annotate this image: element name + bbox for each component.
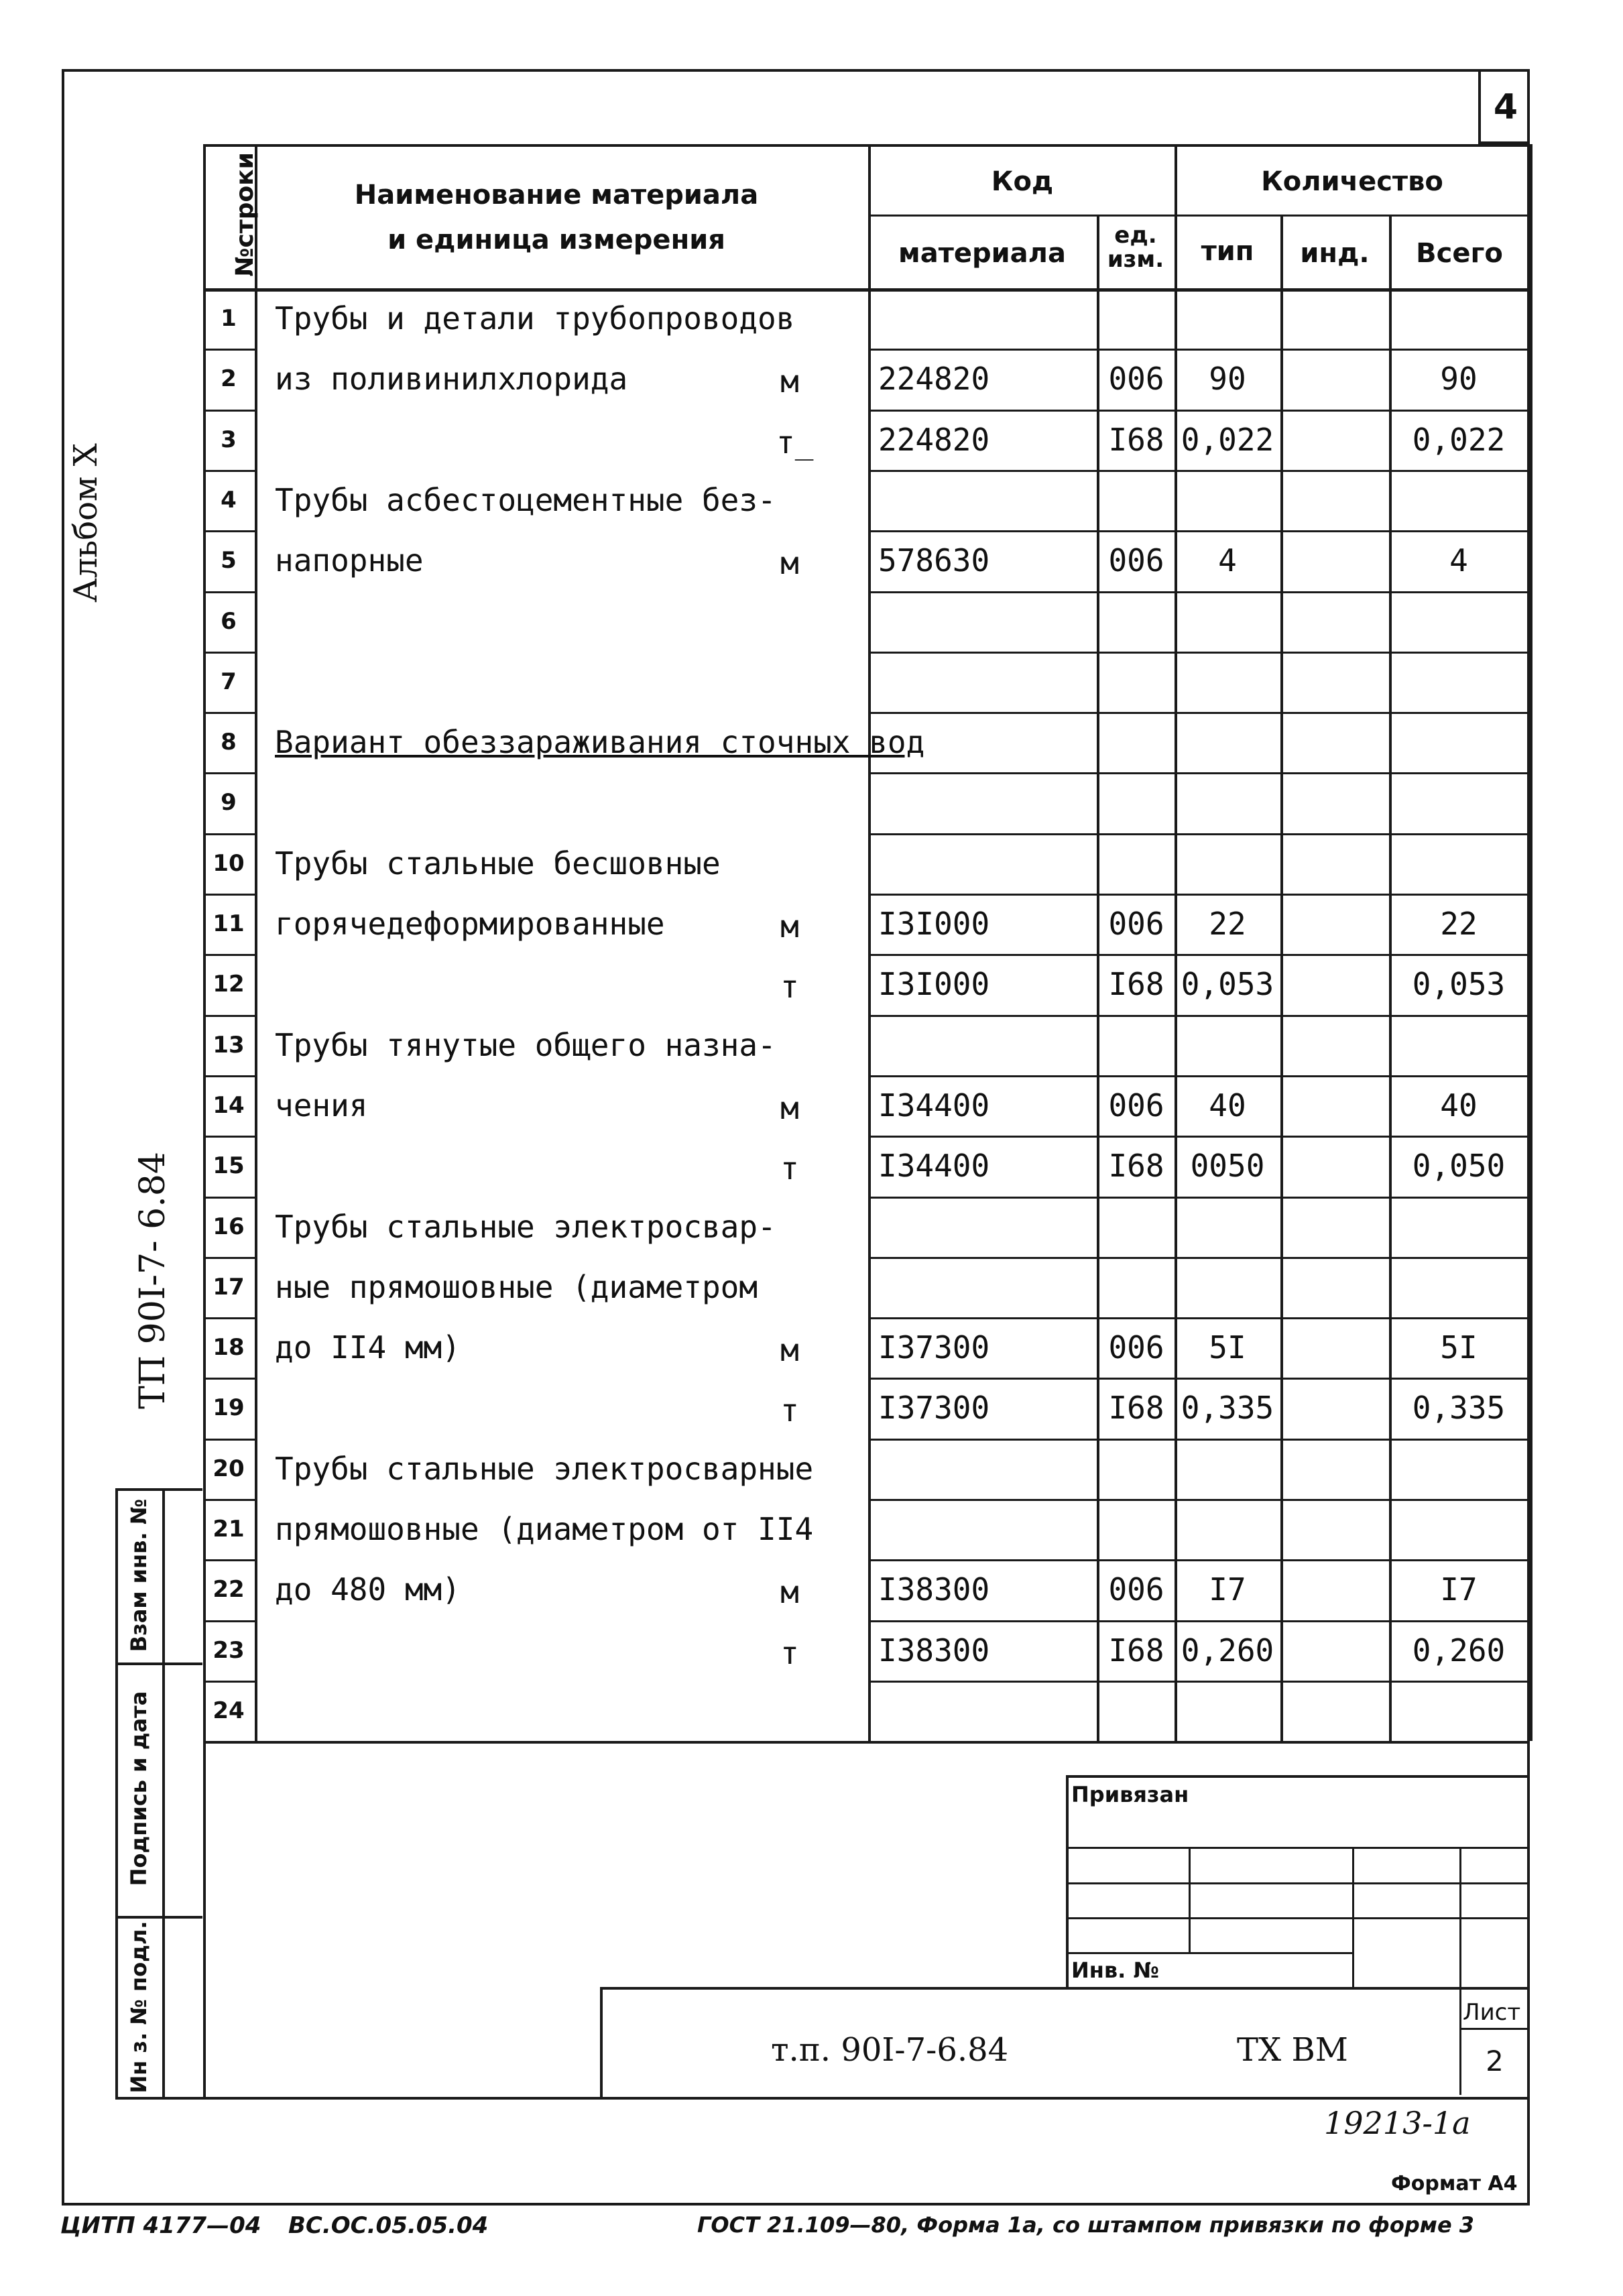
row-unit-code: I68 bbox=[1108, 966, 1164, 1003]
row-unit: м bbox=[780, 1332, 799, 1369]
row-unit-code: 006 bbox=[1108, 1329, 1164, 1366]
table-rule bbox=[868, 591, 1530, 593]
row-qty-total: 0,335 bbox=[1412, 1390, 1506, 1427]
document-mark: ТХ ВМ bbox=[1237, 2031, 1348, 2069]
row-unit: м bbox=[780, 1574, 799, 1611]
row-unit-code: I68 bbox=[1108, 1632, 1164, 1669]
frame-left bbox=[62, 69, 64, 2205]
row-qty-type: I7 bbox=[1209, 1571, 1246, 1608]
row-number: 7 bbox=[221, 668, 237, 695]
table-rule bbox=[203, 894, 255, 896]
table-rule bbox=[868, 1620, 1530, 1622]
row-unit: м bbox=[780, 545, 799, 582]
table-rule bbox=[203, 410, 255, 412]
header-qty-ind: инд. bbox=[1300, 238, 1370, 269]
table-rule bbox=[868, 1257, 1530, 1259]
header-qty-total: Всего bbox=[1416, 238, 1503, 269]
footer-code: ВС.ОС.05.05.04 bbox=[288, 2212, 489, 2239]
row-qty-total: 0,050 bbox=[1412, 1148, 1506, 1185]
table-rule bbox=[203, 652, 255, 654]
row-qty-type: 0,022 bbox=[1181, 421, 1274, 458]
privyazan-label: Привязан bbox=[1071, 1782, 1189, 1807]
row-material-code: I3I000 bbox=[878, 966, 990, 1003]
row-qty-type: 4 bbox=[1218, 542, 1237, 579]
table-rule bbox=[203, 1499, 255, 1501]
row-name: горячедеформированные bbox=[275, 906, 665, 942]
table-rule bbox=[868, 894, 1530, 896]
row-qty-total: 22 bbox=[1440, 906, 1478, 942]
row-number: 13 bbox=[213, 1031, 245, 1059]
footer-gost: ГОСТ 21.109—80, Форма 1а, со штампом привязки по форме 3 bbox=[697, 2212, 1475, 2238]
row-material-code: I37300 bbox=[878, 1329, 990, 1366]
table-rule bbox=[203, 954, 255, 956]
sheet-label: Лист bbox=[1463, 1999, 1521, 2026]
frame-top bbox=[62, 69, 1528, 72]
row-unit: т bbox=[780, 1634, 799, 1671]
table-rule bbox=[868, 652, 1530, 654]
vzam-inv-label: Взам инв. № bbox=[126, 1498, 152, 1652]
header-name-unit: и единица измерения bbox=[387, 225, 725, 255]
table-rule bbox=[203, 591, 255, 593]
row-material-code: I37300 bbox=[878, 1390, 990, 1427]
row-qty-type: 0,260 bbox=[1181, 1632, 1274, 1669]
row-number: 16 bbox=[213, 1213, 245, 1240]
row-qty-total: 0,053 bbox=[1412, 966, 1506, 1003]
row-number: 15 bbox=[213, 1152, 245, 1180]
table-rule bbox=[868, 1499, 1530, 1501]
row-unit-code: I68 bbox=[1108, 1390, 1164, 1427]
row-number: 2 bbox=[221, 365, 237, 393]
row-material-code: I34400 bbox=[878, 1087, 990, 1124]
row-material-code: 224820 bbox=[878, 361, 990, 398]
document-designation: т.п. 90I-7-6.84 bbox=[771, 2031, 1009, 2069]
row-number: 6 bbox=[221, 607, 237, 635]
table-rule bbox=[203, 1439, 255, 1441]
table-rule bbox=[203, 1620, 255, 1622]
row-name: Трубы стальные бесшовные bbox=[275, 845, 721, 882]
row-qty-type: 40 bbox=[1209, 1087, 1246, 1124]
row-name: ные прямошовные (диаметром bbox=[275, 1268, 758, 1305]
row-number: 17 bbox=[213, 1273, 245, 1301]
row-number: 21 bbox=[213, 1516, 245, 1543]
table-rule bbox=[868, 1378, 1530, 1380]
row-number: 1 bbox=[221, 305, 237, 332]
row-material-code: 224820 bbox=[878, 421, 990, 458]
header-code-material: материала bbox=[898, 238, 1066, 269]
sheet-number: 2 bbox=[1486, 2045, 1504, 2077]
row-number: 4 bbox=[221, 486, 237, 513]
row-unit: м bbox=[780, 908, 799, 945]
inv-podl-label: Ин з. № подл. bbox=[126, 1921, 152, 2094]
table-rule bbox=[203, 1257, 255, 1259]
table-rule bbox=[868, 1197, 1530, 1199]
header-qty: Количество bbox=[1261, 166, 1443, 197]
row-name: Трубы и детали трубопроводов bbox=[275, 300, 795, 337]
row-unit-code: 006 bbox=[1108, 1087, 1164, 1124]
table-rule bbox=[868, 1317, 1530, 1319]
row-name: до II4 мм) bbox=[275, 1329, 461, 1366]
row-material-code: I38300 bbox=[878, 1632, 990, 1669]
row-unit: м bbox=[780, 363, 799, 400]
row-number: 9 bbox=[221, 789, 237, 817]
table-rule bbox=[868, 144, 871, 1741]
table-rule bbox=[203, 833, 255, 835]
table-rule bbox=[868, 1439, 1530, 1441]
table-rule bbox=[868, 1681, 1530, 1683]
row-unit: м bbox=[780, 1089, 799, 1126]
row-name: Трубы стальные электросвар- bbox=[275, 1208, 776, 1245]
table-rule bbox=[203, 1559, 255, 1561]
row-name: Трубы стальные электросварные bbox=[275, 1450, 814, 1487]
header-row-no: №строки bbox=[231, 152, 259, 277]
header-code: Код bbox=[991, 166, 1054, 197]
row-unit-code: 006 bbox=[1108, 1571, 1164, 1608]
row-number: 24 bbox=[213, 1697, 245, 1724]
row-qty-type: 0,335 bbox=[1181, 1390, 1274, 1427]
table-rule bbox=[203, 1075, 255, 1077]
table-rule bbox=[203, 1015, 255, 1017]
table-rule bbox=[203, 349, 255, 351]
table-rule bbox=[868, 1136, 1530, 1138]
row-material-code: I3I000 bbox=[878, 906, 990, 942]
header-code-unit bbox=[1097, 223, 1175, 271]
project-label: ТП 90I-7- 6.84 bbox=[133, 1152, 173, 1409]
podpis-label: Подпись и дата bbox=[126, 1691, 152, 1886]
table-rule bbox=[203, 144, 206, 1741]
row-name: Вариант обеззараживания сточных вод bbox=[275, 724, 925, 761]
table-rule bbox=[868, 833, 1530, 835]
table-rule bbox=[203, 712, 255, 714]
table-rule bbox=[255, 144, 257, 1741]
table-rule bbox=[868, 1015, 1530, 1017]
row-qty-total: 40 bbox=[1440, 1087, 1478, 1124]
row-qty-total: 0,022 bbox=[1412, 421, 1506, 458]
row-unit: т_ bbox=[776, 424, 814, 461]
row-number: 22 bbox=[213, 1576, 245, 1604]
row-qty-total: 90 bbox=[1440, 361, 1478, 398]
row-number: 14 bbox=[213, 1091, 245, 1119]
header-qty-type: тип bbox=[1201, 236, 1254, 267]
table-rule bbox=[868, 349, 1530, 351]
table-rule bbox=[1530, 144, 1532, 1741]
table-rule bbox=[203, 288, 1530, 292]
row-unit-code: 006 bbox=[1108, 542, 1164, 579]
row-qty-type: 90 bbox=[1209, 361, 1246, 398]
row-unit-code: 006 bbox=[1108, 361, 1164, 398]
table-rule bbox=[868, 954, 1530, 956]
table-rule bbox=[203, 1136, 255, 1138]
row-name: из поливинилхлорида bbox=[275, 361, 628, 398]
row-unit: т bbox=[780, 1392, 799, 1429]
album-label: Альбом X bbox=[67, 443, 105, 603]
row-unit: т bbox=[780, 1150, 799, 1187]
table-rule bbox=[203, 1317, 255, 1319]
row-number: 19 bbox=[213, 1394, 245, 1422]
table-rule bbox=[868, 772, 1530, 774]
row-material-code: 578630 bbox=[878, 542, 990, 579]
row-number: 8 bbox=[221, 729, 237, 756]
table-rule bbox=[203, 772, 255, 774]
row-qty-type: 0,053 bbox=[1181, 966, 1274, 1003]
table-rule bbox=[868, 470, 1530, 472]
row-qty-total: 4 bbox=[1449, 542, 1468, 579]
row-material-code: I38300 bbox=[878, 1571, 990, 1608]
table-rule bbox=[203, 1741, 206, 2098]
row-unit-code: 006 bbox=[1108, 906, 1164, 942]
row-material-code: I34400 bbox=[878, 1148, 990, 1185]
table-rule bbox=[868, 530, 1530, 532]
table-rule bbox=[203, 530, 255, 532]
row-number: 18 bbox=[213, 1334, 245, 1362]
table-rule bbox=[868, 410, 1530, 412]
row-name: напорные bbox=[275, 542, 424, 579]
row-number: 12 bbox=[213, 971, 245, 998]
row-qty-total: 0,260 bbox=[1412, 1632, 1506, 1669]
sheet-corner-number: 4 bbox=[1493, 87, 1518, 127]
row-name: Трубы асбестоцементные без- bbox=[275, 481, 776, 518]
row-number: 23 bbox=[213, 1636, 245, 1664]
row-name: прямошовные (диаметром от II4 bbox=[275, 1511, 814, 1547]
row-name: чения bbox=[275, 1087, 368, 1124]
table-rule bbox=[1280, 215, 1283, 1741]
footer-org: ЦИТП 4177—04 bbox=[60, 2212, 261, 2239]
row-qty-type: 5I bbox=[1209, 1329, 1246, 1366]
table-rule bbox=[203, 1741, 1530, 1744]
row-unit-code: I68 bbox=[1108, 421, 1164, 458]
table-rule bbox=[203, 470, 255, 472]
row-qty-type: 22 bbox=[1209, 906, 1246, 942]
table-rule bbox=[202, 2097, 1530, 2100]
table-rule bbox=[868, 712, 1530, 714]
inv-no-label: Инв. № bbox=[1071, 1957, 1159, 1983]
format-label: Формат А4 bbox=[1391, 2172, 1518, 2195]
table-rule bbox=[868, 1075, 1530, 1077]
row-number: 3 bbox=[221, 426, 237, 453]
row-qty-total: 5I bbox=[1440, 1329, 1478, 1366]
row-qty-type: 0050 bbox=[1190, 1148, 1265, 1185]
table-rule bbox=[203, 1197, 255, 1199]
frame-bottom bbox=[62, 2203, 1530, 2206]
table-rule bbox=[868, 1559, 1530, 1561]
row-name: до 480 мм) bbox=[275, 1571, 461, 1608]
row-unit: т bbox=[780, 969, 799, 1006]
table-rule bbox=[203, 144, 1530, 147]
row-number: 11 bbox=[213, 910, 245, 937]
table-rule bbox=[203, 1681, 255, 1683]
row-number: 20 bbox=[213, 1455, 245, 1482]
row-qty-total: I7 bbox=[1440, 1571, 1478, 1608]
row-name: Трубы тянутые общего назна- bbox=[275, 1026, 776, 1063]
row-number: 10 bbox=[213, 849, 245, 877]
handwritten-number: 19213-1а bbox=[1324, 2105, 1471, 2141]
table-rule bbox=[203, 1378, 255, 1380]
header-code-unit-text: ед. изм. bbox=[1107, 222, 1164, 273]
header-name: Наименование материала bbox=[354, 180, 759, 210]
table-rule bbox=[868, 215, 1530, 217]
row-number: 5 bbox=[221, 547, 237, 575]
row-unit-code: I68 bbox=[1108, 1148, 1164, 1185]
